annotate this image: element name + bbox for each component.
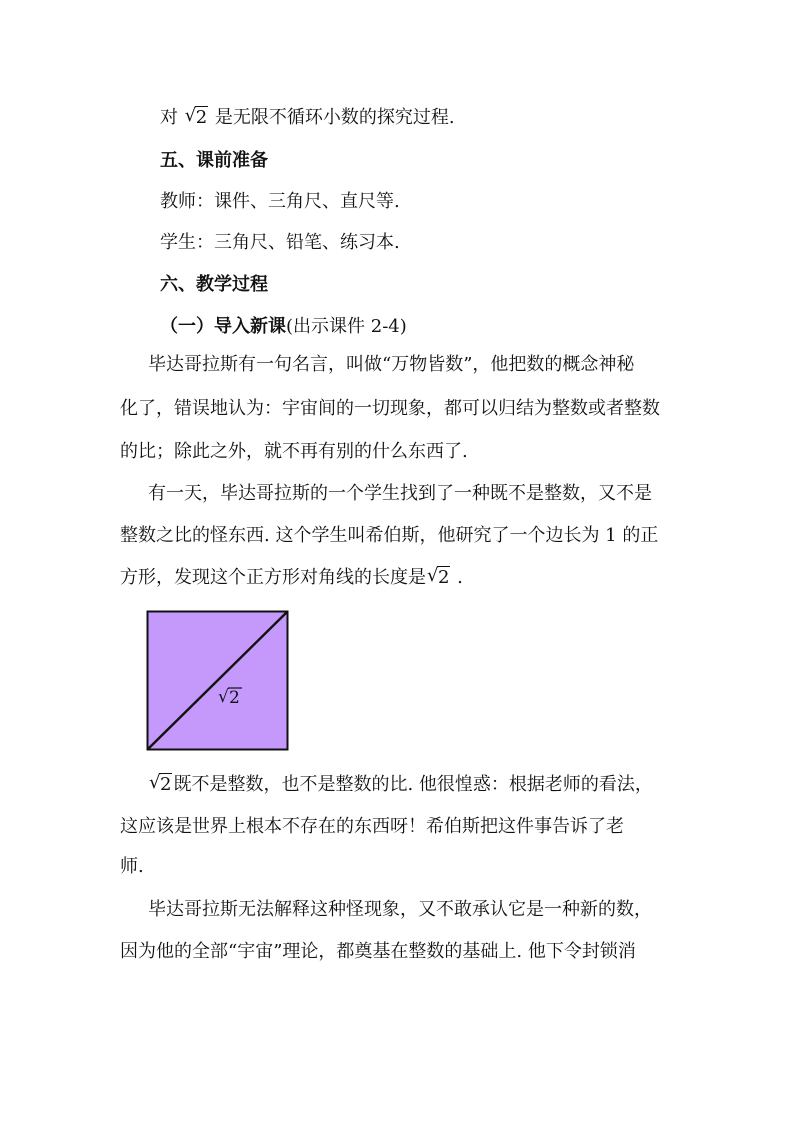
para1-line1: 毕达哥拉斯有一句名言，叫做“万物皆数”，他把数的概念神秘 xyxy=(148,354,635,375)
text-prefix: 对 xyxy=(160,107,178,128)
sqrt-symbol: √ 2 xyxy=(427,565,450,588)
subheading-note: (出示课件 2-4) xyxy=(286,316,407,337)
para1-line2: 化了，错误地认为：宇宙间的一切现象，都可以归结为整数或者整数 xyxy=(120,398,660,419)
diagonal-label xyxy=(218,687,242,708)
para3-line2: 这应该是世界上根本不存在的东西呀！希伯斯把这件事告诉了老 xyxy=(120,816,624,837)
para4-line2: 因为他的全部“宇宙”理论，都奠基在整数的基础上. 他下令封锁消 xyxy=(120,941,636,962)
para4-line1: 毕达哥拉斯无法解释这种怪现象，又不敢承认它是一种新的数， xyxy=(148,899,652,920)
para3-line1-text: 既不是整数，也不是整数的比. 他很惶惑：根据老师的看法， xyxy=(173,774,653,795)
heading-class-preparation: 五、课前准备 xyxy=(160,150,268,171)
teacher-materials: 教师：课件、三角尺、直尺等. xyxy=(160,191,400,212)
text-suffix: 是无限不循环小数的探究过程. xyxy=(214,107,455,128)
heading-teaching-process: 六、教学过程 xyxy=(160,274,268,295)
sqrt-symbol: √ 2 xyxy=(184,105,208,128)
sqrt-radicand: 2 xyxy=(195,107,208,128)
subheading-intro xyxy=(160,315,407,339)
para2-line1: 有一天，毕达哥拉斯的一个学生找到了一种既不是整数，又不是 xyxy=(148,483,652,504)
subheading-bold: （一）导入新课 xyxy=(160,316,286,337)
para2-line3-text: 方形，发现这个正方形对角线的长度是 xyxy=(120,567,426,588)
paragraph-sqrt2-inquiry xyxy=(160,106,455,130)
sqrt-radicand: 2 xyxy=(160,774,172,795)
svg-text:√: √ xyxy=(218,687,229,707)
para2-line3-suffix: . xyxy=(451,567,463,588)
para3-line1 xyxy=(148,773,653,797)
diagonal-radicand: 2 xyxy=(229,688,240,708)
para3-line3: 师. xyxy=(120,856,144,877)
para2-line2: 整数之比的怪东西. 这个学生叫希伯斯，他研究了一个边长为 1 的正 xyxy=(120,525,659,546)
student-materials: 学生：三角尺、铅笔、练习本. xyxy=(160,232,400,253)
para1-line3: 的比；除此之外，就不再有别的什么东西了. xyxy=(120,441,468,462)
sqrt-radicand: 2 xyxy=(438,567,450,588)
square-diagonal-figure xyxy=(146,610,290,752)
sqrt-symbol: √ 2 xyxy=(149,772,172,795)
para2-line3 xyxy=(120,566,463,590)
